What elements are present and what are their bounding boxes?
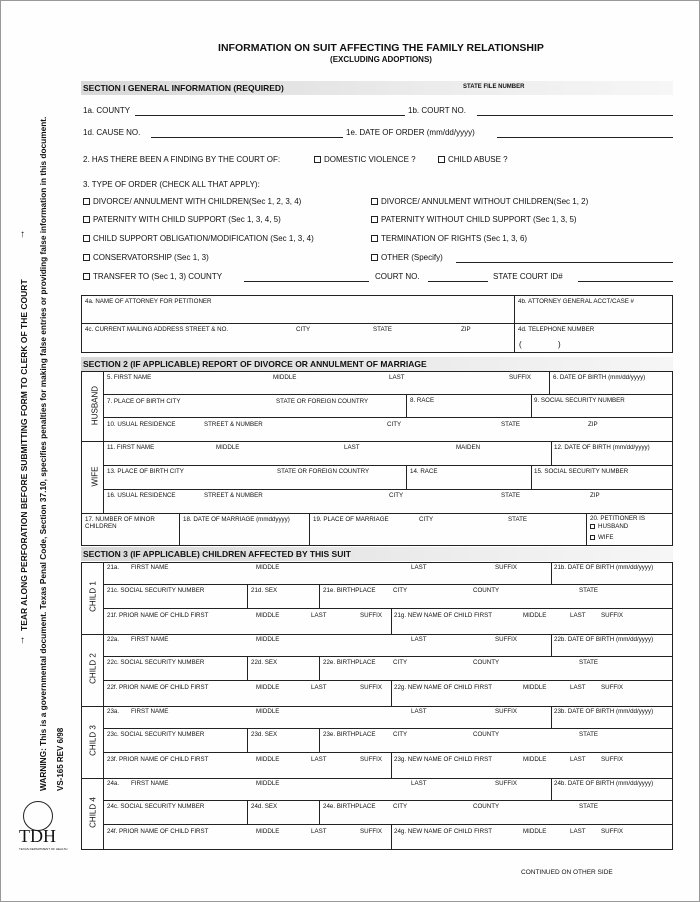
opt-termination[interactable]: TERMINATION OF RIGHTS (Sec 1, 3, 6) [371,234,527,243]
child-dob-label: 23b. DATE OF BIRTH (mm/dd/yyyy) [554,708,654,715]
child-suffix-label: SUFFIX [495,636,518,643]
opt-other[interactable]: OTHER (Specify) [371,253,443,262]
child-col-line [391,680,392,706]
checkbox-icon [83,235,90,242]
minor-children-label: 17. NUMBER OF MINOR CHILDREN [85,516,155,530]
checkbox-icon [83,198,90,205]
h-pob-label: 7. PLACE OF BIRTH CITY [107,398,181,405]
child-new-name-label: 24g. NEW NAME OF CHILD FIRST [394,828,492,835]
telephone-label: 4d. TELEPHONE NUMBER [518,326,595,333]
child-col-line [247,584,248,608]
checkbox-icon [83,273,90,280]
h-race-label: 8. RACE [410,397,435,404]
child-abuse-checkbox[interactable]: CHILD ABUSE ? [438,155,508,164]
opt-paternity-without-support[interactable]: PATERNITY WITHOUT CHILD SUPPORT (Sec 1, 3, 5) [371,215,577,224]
court-no-field[interactable] [477,115,673,116]
checkbox-icon [371,254,378,261]
checkbox-icon [438,156,445,163]
child-last-label: LAST [411,636,427,643]
child-county-label: COUNTY [473,587,500,594]
child-last-label: LAST [411,780,427,787]
child-first-no: 24a. [107,780,120,787]
h-state-label: STATE [501,421,521,428]
child-row-line [103,584,673,585]
continued-note: CONTINUED ON OTHER SIDE [521,869,613,876]
child-prior-middle: MIDDLE [256,756,280,763]
child-col-line [247,800,248,824]
child-col-line [319,656,320,680]
checkbox-icon [83,216,90,223]
state-court-field[interactable] [578,281,673,282]
child-prior-suffix: SUFFIX [360,756,383,763]
h-ssn-label: 9. SOCIAL SECURITY NUMBER [534,397,625,404]
child-city-label: CITY [393,587,408,594]
child-label: CHILD 4 [88,797,98,828]
child-col-line [551,778,552,800]
child-col-line [391,824,392,850]
checkbox-icon [83,254,90,261]
child-col-line [247,728,248,752]
w-maiden-label: MAIDEN [456,444,481,451]
tear-arrow-bottom-icon: ↑ [20,635,25,646]
child-first-label: FIRST NAME [131,708,169,715]
child-new-middle: MIDDLE [523,684,547,691]
child-prior-middle: MIDDLE [256,612,280,619]
child-middle-label: MIDDLE [256,708,280,715]
marriage-city-label: CITY [419,516,434,523]
child-ssn-label: 24c. SOCIAL SECURITY NUMBER [107,803,205,810]
county-field[interactable] [135,115,405,116]
attorney-name-label: 4a. NAME OF ATTORNEY FOR PETITIONER [85,298,212,305]
finding-label: 2. HAS THERE BEEN A FINDING BY THE COURT OF: [83,155,281,164]
child-suffix-label: SUFFIX [495,564,518,571]
petitioner-wife-checkbox[interactable]: WIFE [590,534,613,541]
child-new-suffix: SUFFIX [601,756,624,763]
child-col-line [319,584,320,608]
child-prior-last: LAST [311,828,327,835]
child-col-line [551,706,552,728]
child-sex-label: 24d. SEX [251,803,278,810]
child-state-label: STATE [579,803,599,810]
h-city-label: CITY [387,421,402,428]
child-new-last: LAST [570,684,586,691]
h-street-label: STREET & NUMBER [204,421,263,428]
order-type-label: 3. TYPE OF ORDER (CHECK ALL THAT APPLY): [83,180,260,189]
w-state-label: STATE [501,492,521,499]
w-city-label: CITY [389,492,404,499]
state-court-label: STATE COURT ID# [493,272,563,281]
child-new-suffix: SUFFIX [601,828,624,835]
child-prior-suffix: SUFFIX [360,828,383,835]
w-state-foreign-label: STATE OR FOREIGN COUNTRY [277,468,370,475]
petitioner-label: 20. PETITIONER IS [590,515,646,522]
child-label: CHILD 3 [88,725,98,756]
child-prior-last: LAST [311,612,327,619]
child-state-label: STATE [579,587,599,594]
child-ssn-label: 21c. SOCIAL SECURITY NUMBER [107,587,205,594]
child-prior-name-label: 22f. PRIOR NAME OF CHILD FIRST [107,684,209,691]
child-dob-label: 24b. DATE OF BIRTH (mm/dd/yyyy) [554,780,654,787]
attorney-general-label: 4b. ATTORNEY GENERAL ACCT/CASE # [518,298,634,305]
mailing-state-label: STATE [373,326,393,333]
child-new-name-label: 21g. NEW NAME OF CHILD FIRST [394,612,492,619]
opt-conservatorship[interactable]: CONSERVATORSHIP (Sec 1, 3) [83,253,209,262]
mailing-city-label: CITY [296,326,311,333]
child-prior-last: LAST [311,684,327,691]
phone-paren-open: ( [519,340,522,349]
checkbox-icon [371,235,378,242]
child-col-line [391,752,392,778]
child-row-line [103,752,673,753]
cause-no-field[interactable] [151,137,343,138]
child-last-label: LAST [411,564,427,571]
child-new-last: LAST [570,612,586,619]
child-first-label: FIRST NAME [131,636,169,643]
child-city-label: CITY [393,803,408,810]
w-middle-label: MIDDLE [216,444,240,451]
h-state-foreign-label: STATE OR FOREIGN COUNTRY [276,398,369,405]
date-order-label: 1e. DATE OF ORDER (mm/dd/yyyy) [346,128,475,137]
h-last-label: LAST [389,374,405,381]
child-divider [81,706,673,707]
child-birthplace-label: 21e. BIRTHPLACE [323,587,376,594]
child-birthplace-label: 24e. BIRTHPLACE [323,803,376,810]
h-middle-label: MIDDLE [273,374,297,381]
warning-text: WARNING: This is a governmental document. Texas Penal Code, Section 37.10, specifies penalties for making false entries or providing false information in this document. [38,116,48,791]
child-suffix-label: SUFFIX [495,708,518,715]
form-subtitle: (EXCLUDING ADOPTIONS) [330,55,432,64]
child-city-label: CITY [393,659,408,666]
w-first-label: 11. FIRST NAME [107,444,155,451]
phone-paren-close: ) [558,340,561,349]
child-county-label: COUNTY [473,803,500,810]
opt-divorce-with-children[interactable]: DIVORCE/ ANNULMENT WITH CHILDREN(Sec 1, 2, 3, 4) [83,197,301,206]
child-ssn-label: 23c. SOCIAL SECURITY NUMBER [107,731,205,738]
mailing-address-label: 4c. CURRENT MAILING ADDRESS STREET & NO. [85,326,229,333]
child-col-line [319,728,320,752]
child-col-line [391,608,392,634]
child-new-last: LAST [570,828,586,835]
marriage-state-label: STATE [508,516,528,523]
child-new-suffix: SUFFIX [601,612,624,619]
w-res-label: 16. USUAL RESIDENCE [107,492,176,499]
petitioner-husband-checkbox[interactable]: HUSBAND [590,523,628,530]
tdh-logo: TDH [19,826,56,846]
child-state-label: STATE [579,731,599,738]
child-last-label: LAST [411,708,427,715]
checkbox-icon [590,535,595,540]
w-last-label: LAST [344,444,360,451]
child-first-no: 23a. [107,708,120,715]
opt-divorce-without-children[interactable]: DIVORCE/ ANNULMENT WITHOUT CHILDREN(Sec 1, 2) [371,197,588,206]
child-new-middle: MIDDLE [523,828,547,835]
child-middle-label: MIDDLE [256,780,280,787]
tear-instruction: TEAR ALONG PERFORATION BEFORE SUBMITTING FORM TO CLERK OF THE COURT [19,279,29,631]
child-label: CHILD 2 [88,653,98,684]
w-zip-label: ZIP [590,492,600,499]
child-state-label: STATE [579,659,599,666]
child-row-line [103,608,673,609]
court-no2-field[interactable] [428,281,488,282]
w-ssn-label: 15. SOCIAL SECURITY NUMBER [534,468,629,475]
child-prior-last: LAST [311,756,327,763]
tear-arrow-top-icon: ↑ [20,229,25,240]
child-label: CHILD 1 [88,581,98,612]
child-dob-label: 21b. DATE OF BIRTH (mm/dd/yyyy) [554,564,654,571]
child-new-name-label: 22g. NEW NAME OF CHILD FIRST [394,684,492,691]
child-prior-middle: MIDDLE [256,684,280,691]
transfer-county-field[interactable] [244,281,369,282]
child-new-middle: MIDDLE [523,612,547,619]
tdh-logo-sub: TEXAS DEPARTMENT OF HEALTH [19,847,68,851]
child-col-line [551,562,552,584]
child-row-line [103,800,673,801]
date-order-field[interactable] [497,137,673,138]
child-prior-name-label: 23f. PRIOR NAME OF CHILD FIRST [107,756,209,763]
checkbox-icon [590,524,595,529]
checkbox-icon [371,198,378,205]
other-specify-field[interactable] [456,262,673,263]
child-county-label: COUNTY [473,731,500,738]
h-zip-label: ZIP [588,421,598,428]
county-label: 1a. COUNTY [83,106,131,115]
child-birthplace-label: 22e. BIRTHPLACE [323,659,376,666]
child-sex-label: 21d. SEX [251,587,278,594]
state-file-label: STATE FILE NUMBER [463,84,525,90]
h-suffix-label: SUFFIX [509,374,532,381]
child-prior-suffix: SUFFIX [360,612,383,619]
child-sex-label: 22d. SEX [251,659,278,666]
domestic-violence-checkbox[interactable]: DOMESTIC VIOLENCE ? [314,155,416,164]
h-dob-label: 6. DATE OF BIRTH (mm/dd/yyyy) [553,374,646,381]
child-dob-label: 22b. DATE OF BIRTH (mm/dd/yyyy) [554,636,654,643]
section1-heading: SECTION I GENERAL INFORMATION (REQUIRED) STATE FILE NUMBER [81,81,673,95]
court-no2-label: COURT NO. [375,272,420,281]
child-row-line [103,656,673,657]
opt-transfer[interactable]: TRANSFER TO (Sec 1, 3) COUNTY [83,272,222,281]
form-title: INFORMATION ON SUIT AFFECTING THE FAMILY RELATIONSHIP [218,42,544,54]
child-row-line [103,680,673,681]
child-middle-label: MIDDLE [256,636,280,643]
child-suffix-label: SUFFIX [495,780,518,787]
child-new-suffix: SUFFIX [601,684,624,691]
child-row-line [103,824,673,825]
child-col-line [319,800,320,824]
mailing-zip-label: ZIP [461,326,471,333]
court-no-label: 1b. COURT NO. [408,106,466,115]
w-race-label: 14. RACE [410,468,438,475]
child-new-name-label: 23g. NEW NAME OF CHILD FIRST [394,756,492,763]
child-prior-name-label: 24f. PRIOR NAME OF CHILD FIRST [107,828,209,835]
opt-paternity-with-support[interactable]: PATERNITY WITH CHILD SUPPORT (Sec 1, 3, 4, 5) [83,215,281,224]
child-middle-label: MIDDLE [256,564,280,571]
marriage-place-label: 19. PLACE OF MARRIAGE [313,516,389,523]
w-street-label: STREET & NUMBER [204,492,263,499]
wife-label: WIFE [90,466,100,487]
child-birthplace-label: 23e. BIRTHPLACE [323,731,376,738]
child-first-no: 22a. [107,636,120,643]
h-first-label: 5. FIRST NAME [107,374,152,381]
child-row-line [103,728,673,729]
checkbox-icon [314,156,321,163]
child-city-label: CITY [393,731,408,738]
child-col-line [247,656,248,680]
husband-label: HUSBAND [90,385,100,426]
child-first-label: FIRST NAME [131,780,169,787]
form-id: VS-165 REV 6/98 [56,727,65,791]
child-new-last: LAST [570,756,586,763]
child-divider [81,778,673,779]
child-prior-middle: MIDDLE [256,828,280,835]
child-divider [81,634,673,635]
child-county-label: COUNTY [473,659,500,666]
section3-heading: SECTION 3 (IF APPLICABLE) CHILDREN AFFECTED BY THIS SUIT [81,547,673,561]
child-col-line [551,634,552,656]
section2-heading: SECTION 2 (IF APPLICABLE) REPORT OF DIVORCE OR ANNULMENT OF MARRIAGE [81,357,673,371]
child-first-no: 21a. [107,564,120,571]
child-first-label: FIRST NAME [131,564,169,571]
child-prior-name-label: 21f. PRIOR NAME OF CHILD FIRST [107,612,209,619]
child-new-middle: MIDDLE [523,756,547,763]
w-dob-label: 12. DATE OF BIRTH (mm/dd/yyyy) [554,444,650,451]
cause-no-label: 1d. CAUSE NO. [83,128,141,137]
h-res-label: 10. USUAL RESIDENCE [107,421,176,428]
w-pob-label: 13. PLACE OF BIRTH CITY [107,468,184,475]
child-sex-label: 23d. SEX [251,731,278,738]
opt-child-support[interactable]: CHILD SUPPORT OBLIGATION/MODIFICATION (Sec 1, 3, 4) [83,234,314,243]
checkbox-icon [371,216,378,223]
marriage-date-label: 18. DATE OF MARRIAGE (mmddyyyy) [183,516,290,523]
child-prior-suffix: SUFFIX [360,684,383,691]
child-ssn-label: 22c. SOCIAL SECURITY NUMBER [107,659,205,666]
